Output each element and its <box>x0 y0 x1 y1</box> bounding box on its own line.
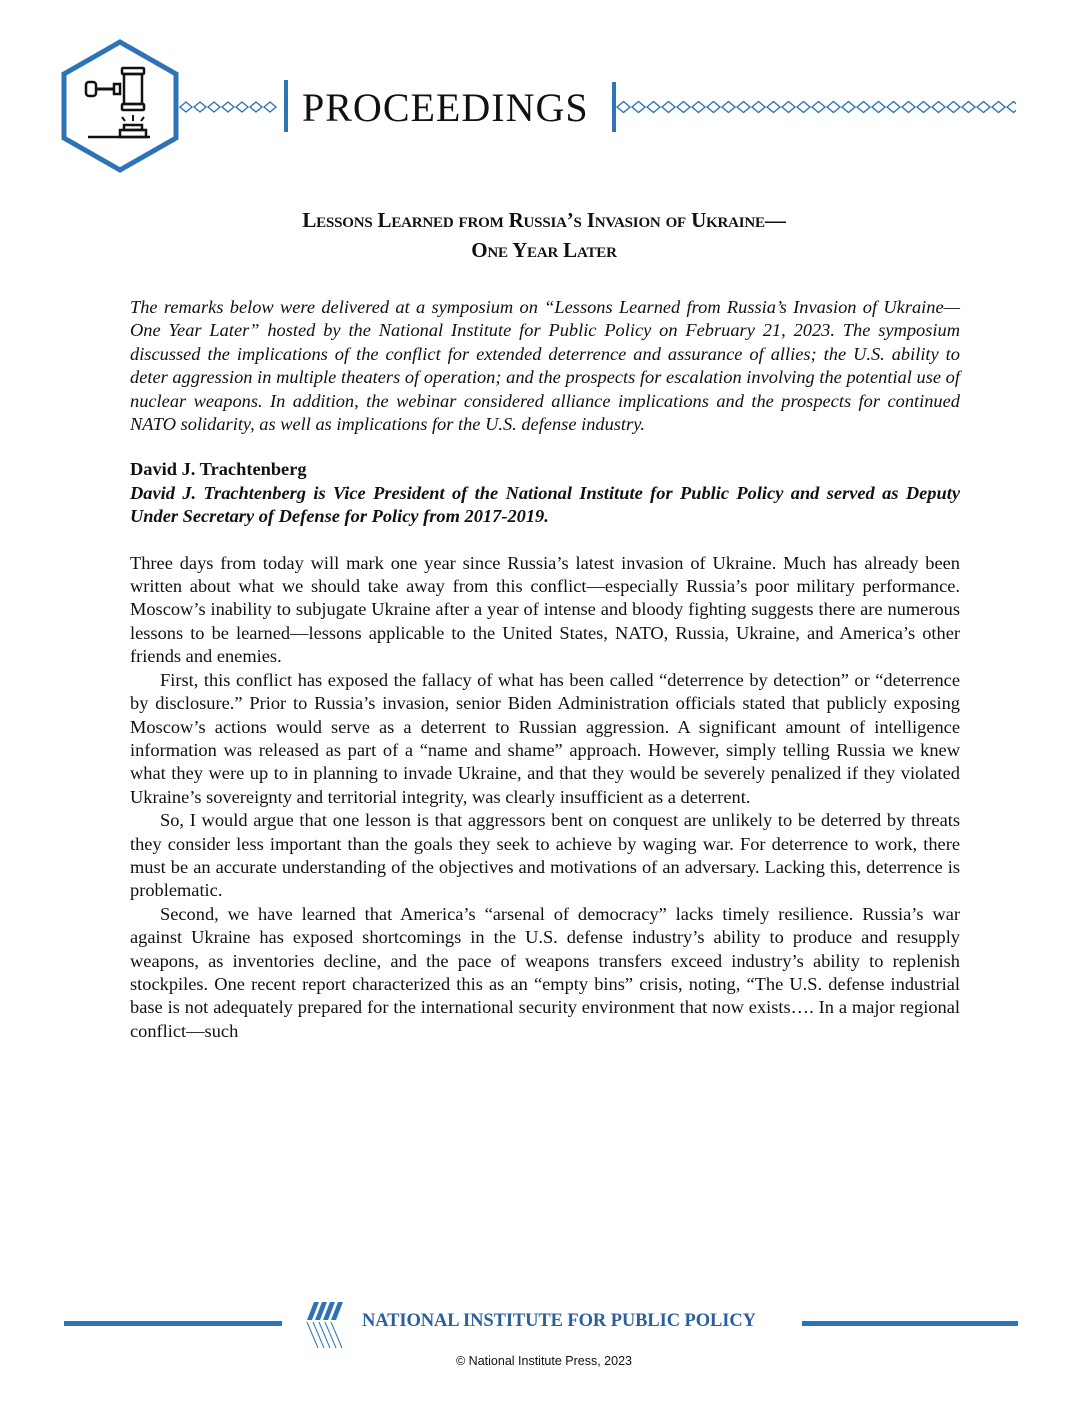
page-header <box>0 0 1088 180</box>
footer-rule <box>802 1321 1018 1326</box>
document-title <box>0 205 1088 265</box>
speaker-name: David J. Trachtenberg <box>130 459 307 480</box>
decorative-chain <box>178 100 278 114</box>
section-label: PROCEEDINGS <box>302 85 589 130</box>
body-paragraph: First, this conflict has exposed the fallacy of what has been called “deterrence by detection” or “deterrence by disclosure.” Prior to Russia’s invasion, senior Biden Administration officials stated that publicly exposing Moscow’s actions would serve as a deterrent to Russian aggression. A significant amount of intelligence information was released as part of a “name and shame” approach. However, simply telling Russia we knew what they were up to in planning to invade Ukraine, and that they would be severely penalized if they violated Ukraine’s sovereignty and territorial integrity, was clearly insufficient as a deterrent. <box>130 669 960 807</box>
intro-paragraph: The remarks below were delivered at a symposium on “Lessons Learned from Russia’s Invasion of Ukraine—One Year Later” hosted by the National Institute for Public Policy on February 21, 2023. The symposium discussed the implications of the conflict for extended deterrence and assurance of allies; the U.S. ability to deter aggression in multiple theaters of operation; and the prospects for escalation involving the potential use of nuclear weapons. In addition, the webinar considered alliance implications and the prospects for continued NATO solidarity, as well as implications for the U.S. defense industry. <box>130 297 960 435</box>
speaker-bio: David J. Trachtenberg is Vice President of the National Institute for Public Policy and served as Deputy Under Secretary of Defense for Policy from 2017-2019. <box>130 482 960 527</box>
title-line-1: Lessons Learned from Russia’s Invasion of Ukraine— <box>302 208 786 232</box>
body-paragraph: Second, we have learned that America’s “arsenal of democracy” lacks timely resilience. Russia’s war against Ukraine has exposed shortcomings in the U.S. defense industry’s ability to produce and resupply weapons, as inventories decline, and the pace of weapons transfers exceed industry’s ability to replenish stockpiles. One recent report characterized this as an “empty bins” crisis, noting, “The U.S. defense industrial base is not adequately prepared for the international security environment that now exists…. In a major regional conflict—such <box>130 903 960 1041</box>
title-line-2: One Year Later <box>471 238 617 262</box>
decorative-chain <box>616 100 1016 114</box>
body-paragraph: Three days from today will mark one year since Russia’s latest invasion of Ukraine. Much has already been written about what we should take away from this conflict—especially Russia’s poor military performance. Moscow’s inability to subjugate Ukraine after a year of intense and bloody fighting suggests there are numerous lessons to be learned—lessons applicable to the United States, NATO, Russia, Ukraine, and America’s other friends and enemies. <box>130 552 960 667</box>
gavel-icon <box>58 38 182 174</box>
copyright-notice: © National Institute Press, 2023 <box>456 1354 632 1368</box>
organization-name: NATIONAL INSTITUTE FOR PUBLIC POLICY <box>362 1311 756 1331</box>
body-paragraph: So, I would argue that one lesson is that aggressors bent on conquest are unlikely to be deterred by threats they consider less important than the goals they seek to achieve by waging war. For deterrence to work, there must be an accurate understanding of the objectives and motivations of an adversary. Lacking this, deterrence is problematic. <box>130 810 960 901</box>
header-divider <box>284 80 288 132</box>
page-footer <box>0 1290 1088 1408</box>
document-body <box>130 296 960 1043</box>
footer-rule <box>64 1321 282 1326</box>
nipp-logo-icon <box>306 1302 352 1350</box>
